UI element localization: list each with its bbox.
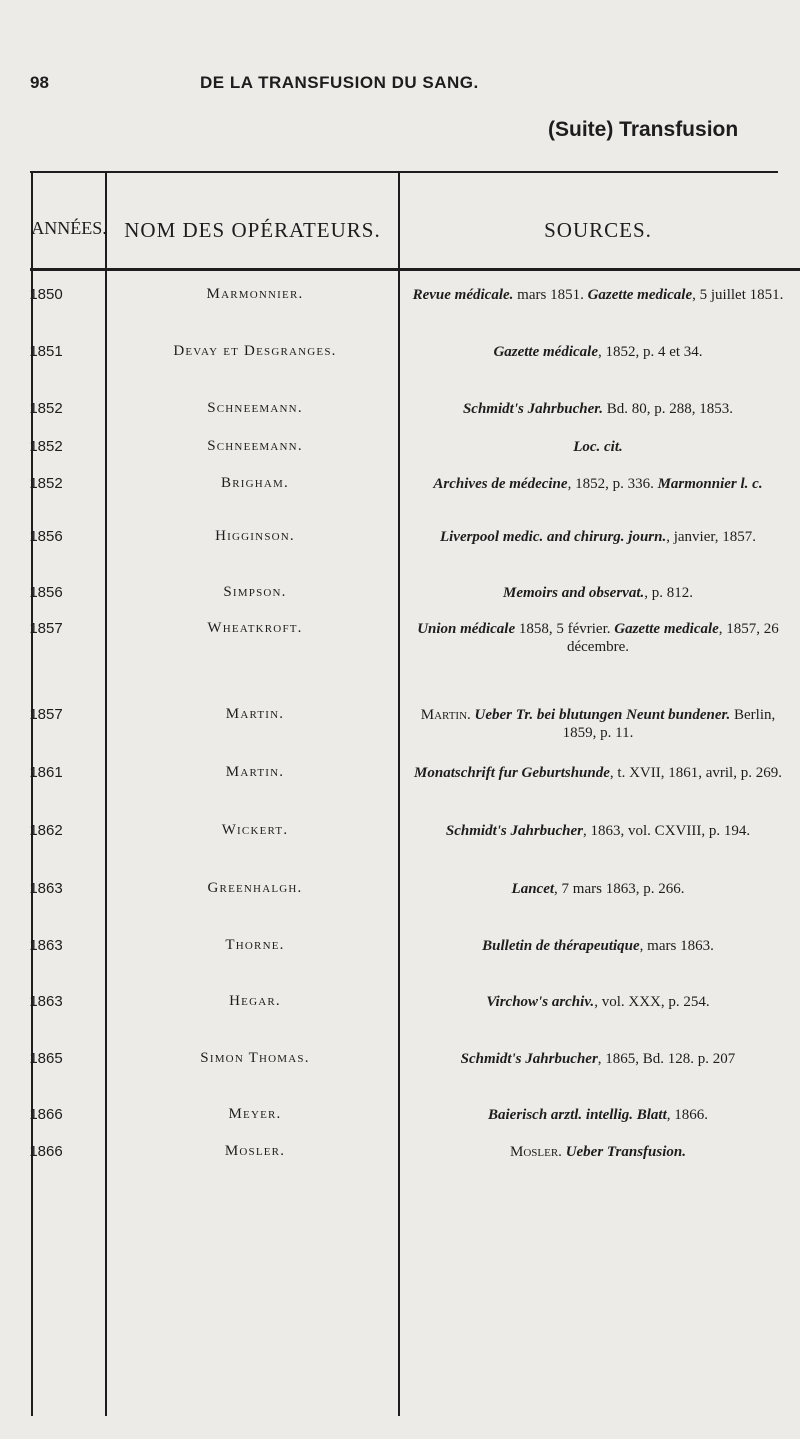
source-rest: , janvier, 1857.: [666, 529, 757, 545]
source-rest: , 7 mars 1863, p. 266.: [554, 881, 685, 897]
running-title: DE LA TRANSFUSION DU SANG.: [200, 73, 479, 92]
source-rest: , 1865, Bd. 128. p. 207: [597, 1051, 736, 1067]
column-header-operators: NOM DES OPÉRATEURS.: [124, 218, 381, 242]
source-rest: , vol. XXX, p. 254.: [594, 994, 710, 1010]
source-title: Schmidt's Jahrbucher: [460, 1051, 598, 1067]
row-year: 1866: [29, 1143, 63, 1160]
source-rest: mars 1851.: [513, 287, 588, 303]
row-source: [402, 937, 794, 955]
source-rest: 1858, 5 février.: [515, 621, 615, 637]
source-rest: , mars 1863.: [639, 938, 714, 954]
row-operator: Marmonnier.: [206, 286, 304, 302]
row-source: [402, 880, 794, 898]
row-year: 1861: [29, 764, 63, 781]
source-title: Archives de médecine: [433, 476, 568, 492]
row-source: [402, 286, 794, 304]
source-title: Monatschrift fur Geburtshunde: [414, 765, 610, 781]
page-number: 98: [30, 73, 49, 92]
source-title: Liverpool medic. and chirurg. journ.: [439, 529, 667, 545]
continuation-heading: (Suite) Transfusion: [548, 118, 739, 141]
source-rest: , 1852, p. 336.: [567, 476, 658, 492]
source-title2: Gazette medicale: [614, 621, 719, 637]
source-title: Ueber Transfusion.: [565, 1144, 686, 1160]
header-bottom-rule: [30, 268, 800, 271]
row-source: [402, 993, 794, 1011]
row-operator: Hegar.: [229, 993, 281, 1009]
row-operator: Wheatkroft.: [207, 620, 303, 636]
source-rest2: , 5 juillet 1851.: [692, 287, 784, 303]
row-year: 1863: [29, 880, 63, 897]
source-title: Loc. cit.: [573, 439, 623, 455]
row-source: [402, 475, 794, 493]
row-operator: Devay et Desgranges.: [173, 343, 337, 359]
row-year: 1862: [29, 822, 63, 839]
row-operator: Brigham.: [221, 475, 289, 491]
row-operator: Thorne.: [225, 937, 285, 953]
row-operator: Meyer.: [228, 1106, 282, 1122]
row-source: [402, 620, 794, 656]
source-title2: Marmonnier l. c.: [657, 476, 763, 492]
row-operator: Higginson.: [215, 528, 295, 544]
row-year: 1856: [29, 528, 63, 545]
row-source: [402, 343, 794, 361]
column-header-sources: SOURCES.: [544, 218, 652, 242]
row-year: 1851: [29, 343, 63, 360]
row-year: 1863: [29, 937, 63, 954]
source-rest2: , 1857, 26 décembre.: [566, 621, 779, 655]
row-year: 1852: [29, 400, 63, 417]
row-operator: Wickert.: [221, 822, 289, 838]
row-operator: Martin.: [225, 706, 285, 722]
row-operator: Martin.: [225, 764, 285, 780]
source-rest: Berlin, 1859, p. 11.: [562, 707, 776, 741]
row-operator: Simon Thomas.: [200, 1050, 310, 1066]
row-year: 1856: [29, 584, 63, 601]
source-title: Ueber Tr. bei blutungen Neunt bundener.: [474, 707, 731, 723]
source-rest: , 1852, p. 4 et 34.: [597, 344, 703, 360]
source-rest: , t. XVII, 1861, avril, p. 269.: [609, 765, 782, 781]
source-rest: , 1866.: [666, 1107, 709, 1123]
source-rest: , 1863, vol. CXVIII, p. 194.: [583, 823, 751, 839]
row-source: [402, 528, 794, 546]
row-source: [402, 584, 794, 602]
row-operator: Simpson.: [223, 584, 287, 600]
source-title: Schmidt's Jahrbucher: [445, 823, 584, 839]
row-operator: Greenhalgh.: [207, 880, 303, 896]
row-source: [402, 400, 794, 418]
source-title: Revue médicale.: [412, 287, 514, 303]
table-top-rule: [30, 171, 778, 173]
source-title: Gazette médicale: [493, 344, 598, 360]
row-year: 1852: [29, 438, 63, 455]
row-source: [402, 764, 794, 782]
source-title: Baierisch arztl. intellig. Blatt: [487, 1107, 667, 1123]
row-year: 1852: [29, 475, 63, 492]
row-source: [402, 822, 794, 840]
row-source: [402, 1106, 794, 1124]
source-title: Virchow's archiv.: [486, 994, 595, 1010]
source-rest: Bd. 80, p. 288, 1853.: [603, 401, 734, 417]
source-title: Schmidt's Jahrbucher.: [462, 401, 604, 417]
row-year: 1863: [29, 993, 63, 1010]
source-author: Martin.: [420, 707, 475, 723]
row-year: 1850: [29, 286, 63, 303]
row-year: 1865: [29, 1050, 63, 1067]
row-source: [402, 706, 794, 742]
row-year: 1866: [29, 1106, 63, 1123]
source-title: Union médicale: [417, 621, 516, 637]
row-source: [402, 438, 794, 456]
column-header-years: ANNÉES.: [31, 218, 107, 238]
row-operator: Schneemann.: [207, 400, 303, 416]
column-divider-1: [105, 171, 107, 1416]
source-title: Lancet: [511, 881, 555, 897]
row-source: [402, 1050, 794, 1068]
row-year: 1857: [29, 706, 63, 723]
row-source: [402, 1143, 794, 1161]
source-title2: Gazette medicale: [587, 287, 693, 303]
row-operator: Schneemann.: [207, 438, 303, 454]
row-operator: Mosler.: [224, 1143, 286, 1159]
source-title: Bulletin de thérapeutique: [482, 938, 640, 954]
source-author: Mosler.: [510, 1144, 566, 1160]
row-year: 1857: [29, 620, 63, 637]
source-rest: , p. 812.: [644, 585, 693, 601]
source-title: Memoirs and observat.: [502, 585, 645, 601]
